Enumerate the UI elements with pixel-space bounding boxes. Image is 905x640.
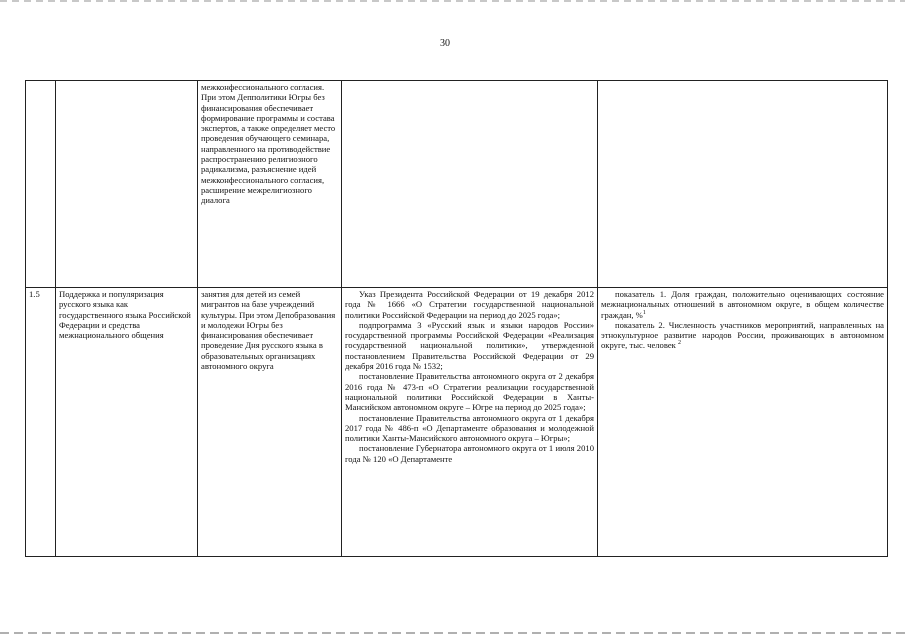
mechanism-cell [198, 81, 342, 288]
indicator-text: показатель 2. Численность участников мероприятий, направленных на этнокультурное развитие народов России, проживающих в автономном округе, тыс. человек [601, 319, 884, 351]
document-reference: подпрограмма 3 «Русский язык и языки народов России» государственной программы Российской Федерации «Реализация государственной национальной политики», утвержденной постановлением Правительства Российской Федерации от 29 декабря 2016 года № 1532; [345, 319, 594, 372]
measure-name-cell: Поддержка и популяризация русского языка как государственного языка Российской Федерации и средства межнационального общения [56, 288, 198, 557]
mechanism-paragraph: занятия для детей из семей мигрантов на базе учреждений культуры. При этом Депобразования и молодежи Югры без финансирования обеспечивает проведение Дня русского языка в образовательных организациях автономного округа [201, 289, 336, 372]
document-reference: Указ Президента Российской Федерации от 19 декабря 2012 года № 1666 «О Стратегии государственной национальной политики Российской Федерации на период до 2025 года»; [345, 289, 594, 320]
indicator [601, 289, 884, 320]
measures-table [25, 80, 888, 557]
footnote-mark: 1 [642, 309, 646, 316]
mechanism-paragraph: При этом Депполитики Югры без финансирования обеспечивает формирование программы и состава экспертов, а также определяет место проведения обучающего семинара, направленного на противодействие распространению религиозного радикализма, разъяснение идей межконфессионального согласия, расширение межрелигиозного диалога [201, 92, 336, 206]
indicators-cell [598, 288, 888, 557]
scan-edge-bottom [0, 632, 905, 634]
documents-cell [342, 81, 598, 288]
scan-edge-top [0, 0, 905, 2]
table-row [26, 288, 888, 557]
measure-name-cell [56, 81, 198, 288]
document-reference: постановление Правительства автономного округа от 1 декабря 2017 года № 486-п «О Департаменте образования и молодежной политики Ханты-Мансийского автономного округа – Югры»; [345, 412, 594, 444]
documents-cell [342, 288, 598, 557]
table-row [26, 81, 888, 288]
row-number-cell: 1.5 [26, 288, 56, 557]
footnote-mark: 2 [678, 340, 681, 347]
indicators-cell [598, 81, 888, 288]
indicator [601, 320, 884, 351]
row-number-cell [26, 81, 56, 288]
document-reference: постановление Губернатора автономного округа от 1 июля 2010 года № 120 «О Департаменте [345, 443, 594, 464]
mechanism-cell [198, 288, 342, 557]
indicator-text: показатель 1. Доля граждан, положительно оценивающих состояние межнациональных отношений в автономном округе, в общем количестве граждан, % [601, 289, 884, 320]
page-number: 30 [440, 38, 450, 49]
document-reference: постановление Правительства автономного округа от 2 декабря 2016 года № 473-п «О Стратегии реализации государственной национальной политики Российской Федерации в Ханты-Мансийском автономном округе – Югре на период до 2025 года»; [345, 371, 594, 413]
mechanism-paragraph: межконфессионального согласия. [201, 82, 325, 92]
